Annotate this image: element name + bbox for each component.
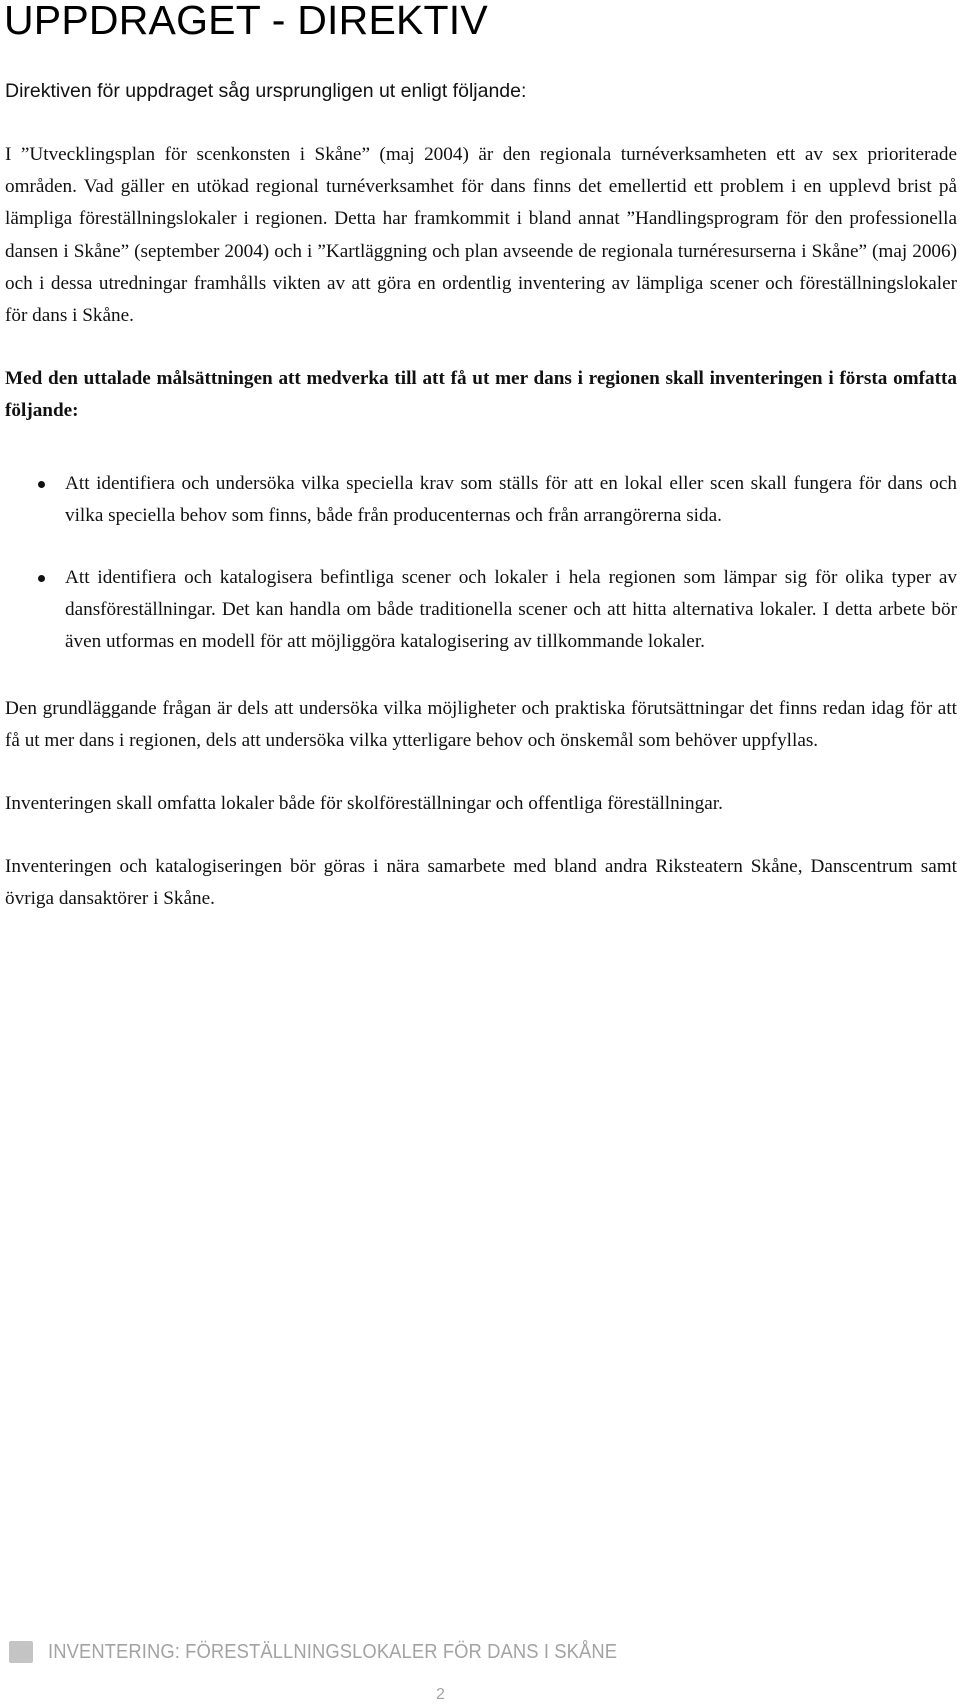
footer-title: INVENTERING: FÖRESTÄLLNINGSLOKALER FÖR DANS I SKÅNE	[48, 1640, 618, 1663]
paragraph-core-question: Den grundläggande frågan är dels att undersöka vilka möjligheter och praktiska förutsättningar det finns redan idag för att få ut mer dans i regionen, dels att undersöka vilka ytterligare behov och önskemål som behöver uppfyllas.	[5, 697, 957, 751]
list-item-text: Att identifiera och undersöka vilka speciella krav som ställs för att en lokal eller scen skall fungera för dans och vilka speciella behov som finns, både från producenternas och från arrangörerna sida.	[65, 472, 957, 526]
page-title: UPPDRAGET - DIREKTIV	[4, 0, 488, 43]
bullet-icon	[38, 575, 45, 582]
page-number: 2	[436, 1686, 445, 1703]
paragraph-background: I ”Utvecklingsplan för scenkonsten i Skåne” (maj 2004) är den regionala turnéverksamheten ett av sex prioriterade områden. Vad gäller en utökad regional turnéverksamhet för dans finns det emellertid ett problem i en upplevd brist på lämpliga föreställningslokaler i regionen. Detta har framkommit i bland annat ”Handlingsprogram för den professionella dansen i Skåne” (september 2004) och i ”Kartläggning och plan avseende de regionala turnéresurserna i Skåne” (maj 2006) och i dessa utredningar framhålls vikten av att göra en ordentlig inventering av lämpliga scener och föreställningslokaler för dans i Skåne.	[5, 144, 957, 327]
bullet-icon	[38, 481, 45, 488]
bullet-list	[5, 468, 957, 659]
paragraph-collaboration: Inventeringen och katalogiseringen bör göras i nära samarbete med bland andra Riksteatern Skåne, Danscentrum samt övriga dansaktörer i Skåne.	[5, 856, 957, 910]
intro-text: Direktiven för uppdraget såg ursprungligen ut enligt följande:	[5, 80, 527, 102]
list-item-text: Att identifiera och katalogisera befintliga scener och lokaler i hela regionen som lämpar sig för olika typer av dansföreställningar. Det kan handla om både traditionella scener och att hitta alternativa lokaler. I detta arbete bör även utformas en modell för att möjliggöra katalogisering av tillkommande lokaler.	[65, 567, 957, 653]
list-item	[5, 468, 957, 532]
list-item	[5, 562, 957, 659]
document-body	[5, 139, 957, 916]
paragraph-scope: Inventeringen skall omfatta lokaler både för skolföreställningar och offentliga föreställningar.	[5, 793, 723, 815]
footer-square-icon	[9, 1641, 33, 1663]
paragraph-goal: Med den uttalade målsättningen att medverka till att få ut mer dans i regionen skall inventeringen i första omfatta följande:	[5, 368, 957, 422]
page-footer	[9, 1637, 667, 1667]
